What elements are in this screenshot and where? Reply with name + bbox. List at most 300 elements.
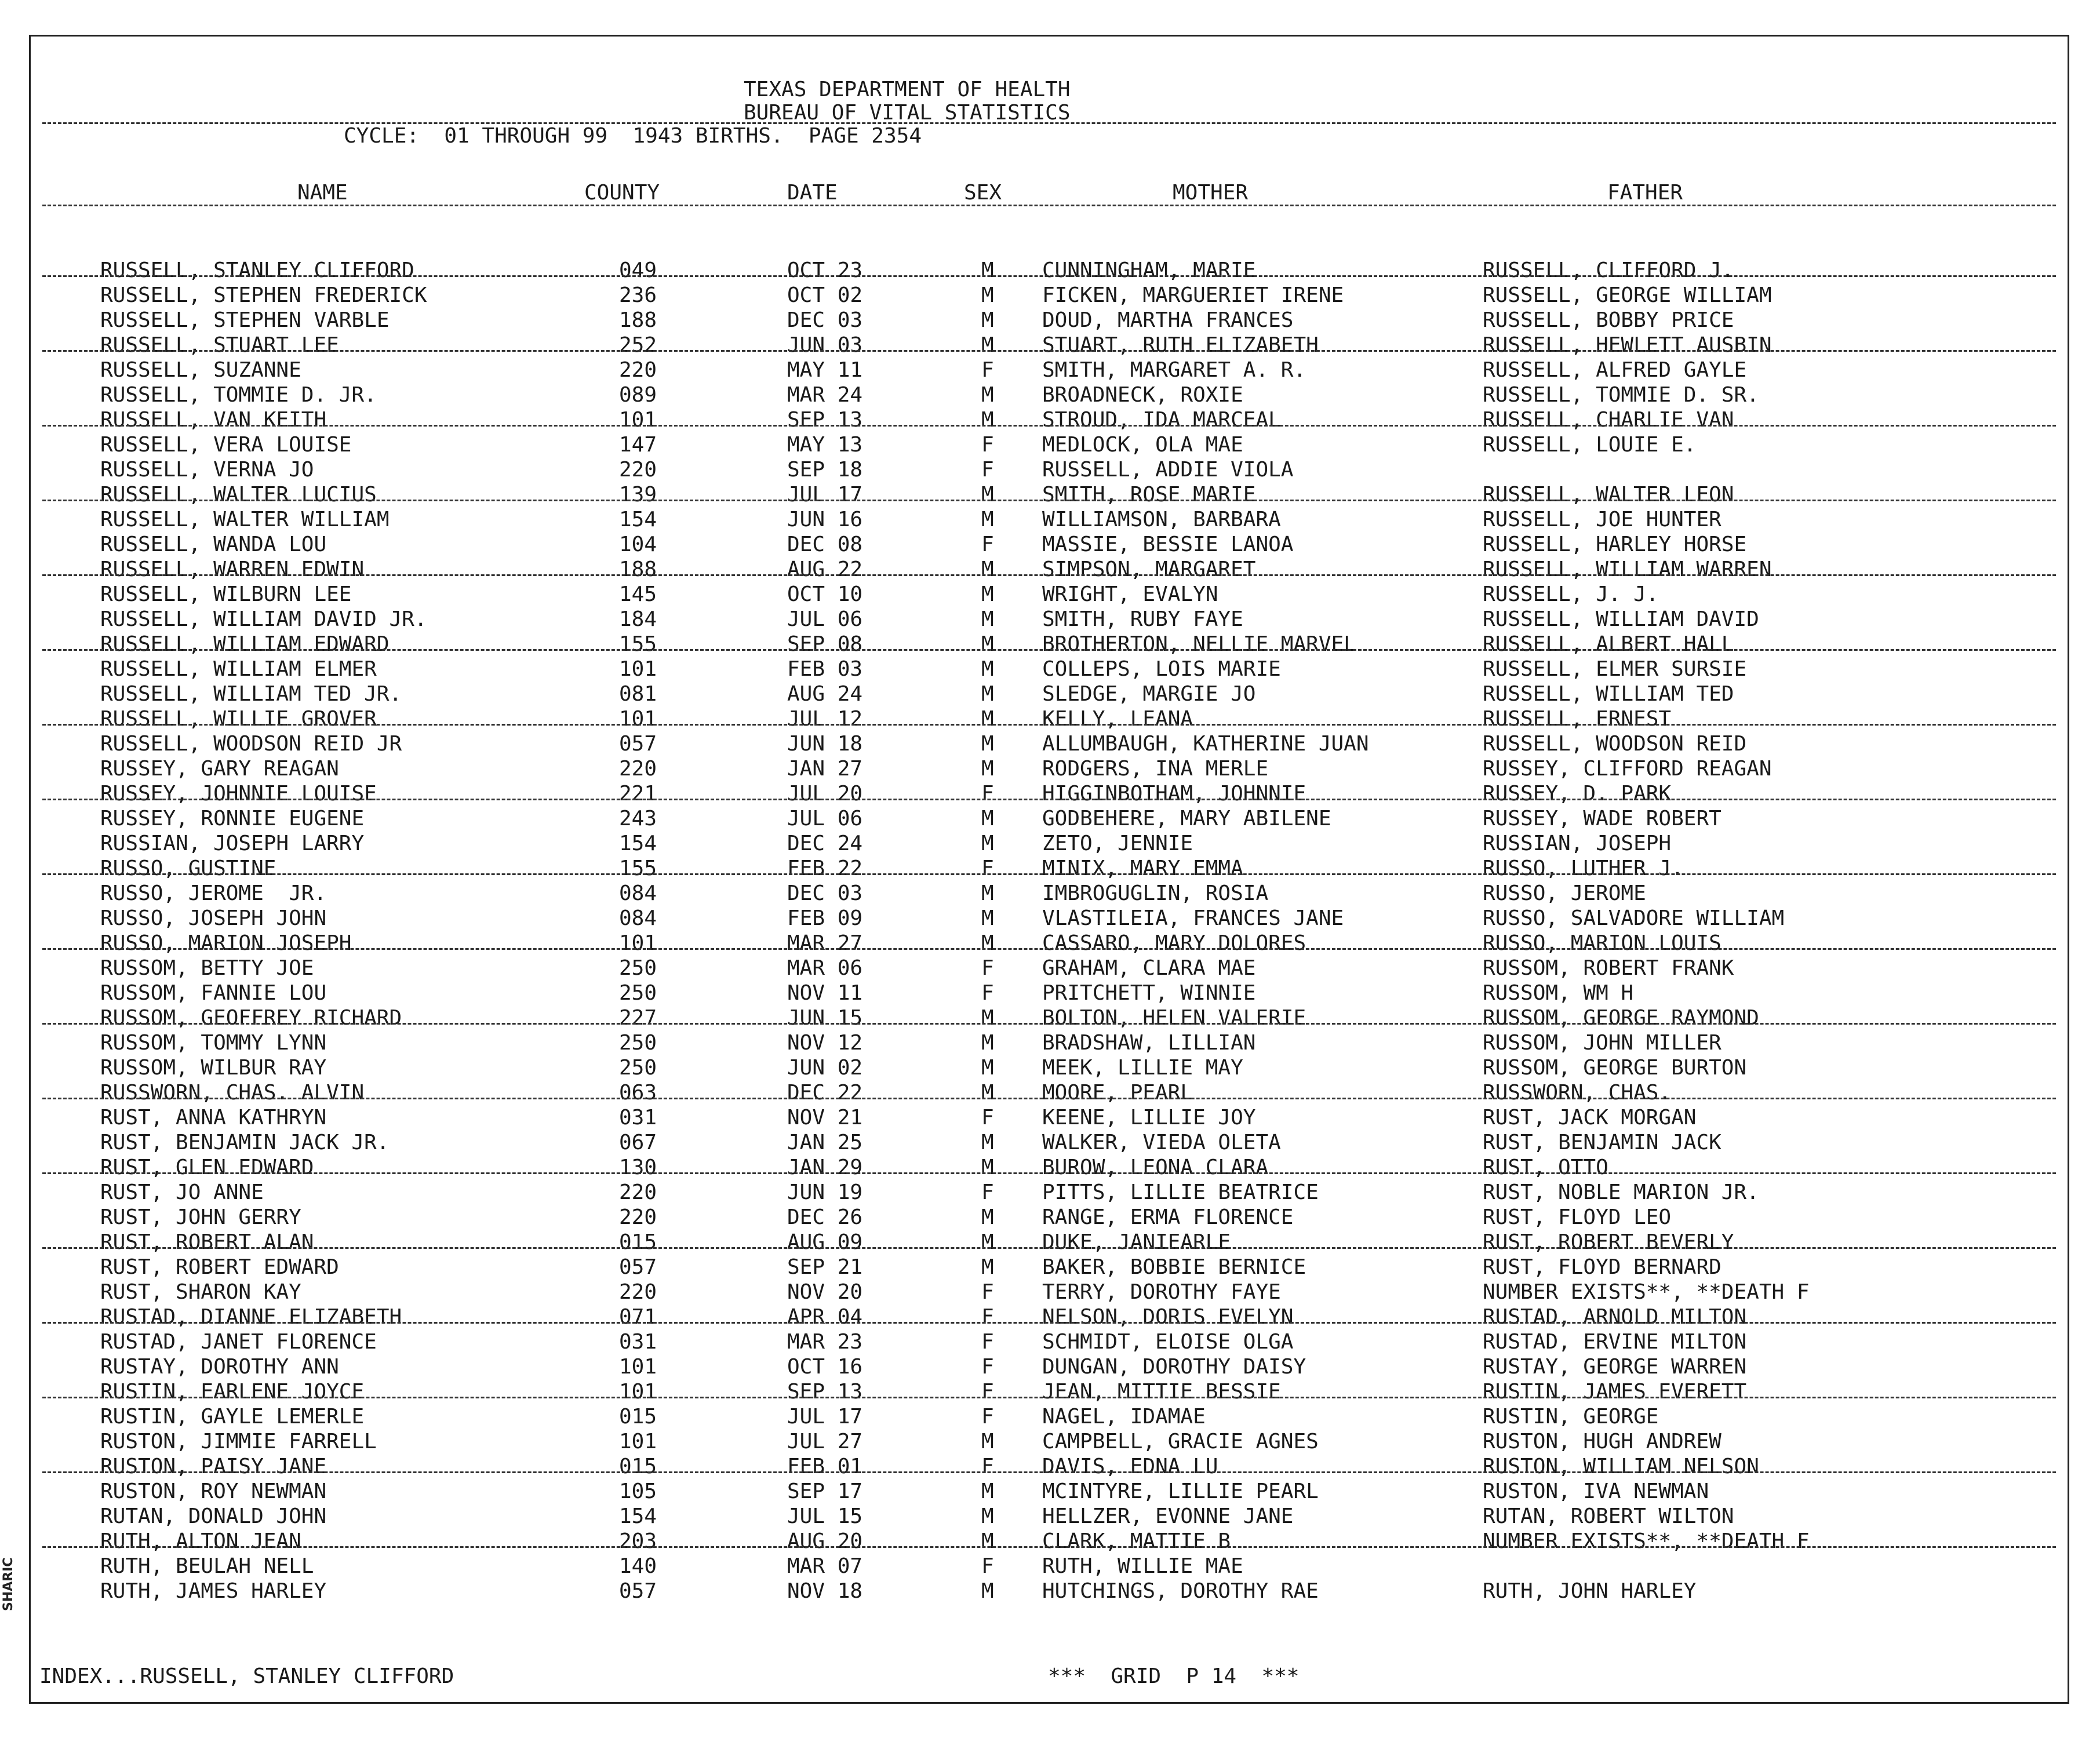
cell-sex: M [981, 1529, 994, 1553]
cell-father: RUSSELL, WILLIAM DAVID [1483, 607, 1759, 631]
cell-father: RUSSELL, ALBERT HALL [1483, 632, 1734, 656]
cell-county: 101 [619, 1355, 657, 1379]
cell-date: MAR 24 [787, 383, 863, 407]
cell-sex: M [981, 283, 994, 307]
cell-date: JUL 15 [787, 1504, 863, 1528]
cell-date: JUL 17 [787, 483, 863, 507]
cell-father: RUSSO, SALVADORE WILLIAM [1483, 906, 1785, 930]
cell-mother: BROTHERTON, NELLIE MARVEL [1042, 632, 1356, 656]
cell-mother: GRAHAM, CLARA MAE [1042, 956, 1256, 980]
table-row [31, 382, 2068, 407]
cell-name: RUSSELL, WANDA LOU [100, 533, 327, 556]
cell-date: OCT 23 [787, 258, 863, 282]
cell-sex: M [981, 1156, 994, 1179]
cell-date: DEC 08 [787, 533, 863, 556]
cell-county: 236 [619, 283, 657, 307]
cell-father: RUSSELL, WILLIAM WARREN [1483, 558, 1772, 581]
cell-father: RUSTON, IVA NEWMAN [1483, 1480, 1709, 1503]
column-header-county: COUNTY [584, 181, 660, 205]
cell-mother: RODGERS, INA MERLE [1042, 757, 1269, 781]
cell-name: RUSTON, ROY NEWMAN [100, 1480, 327, 1503]
row-divider [42, 1098, 2056, 1099]
cell-sex: M [981, 1579, 994, 1603]
cell-mother: CUNNINGHAM, MARIE [1042, 258, 1256, 282]
cell-date: JUN 15 [787, 1006, 863, 1030]
cell-name: RUSTAY, DOROTHY ANN [100, 1355, 339, 1379]
cell-father: RUSSIAN, JOSEPH [1483, 832, 1672, 855]
cell-mother: MASSIE, BESSIE LANOA [1042, 533, 1294, 556]
cell-date: SEP 21 [787, 1255, 863, 1279]
cell-date: AUG 22 [787, 558, 863, 581]
cell-date: NOV 18 [787, 1579, 863, 1603]
cell-name: RUSTON, PAISY JANE [100, 1455, 327, 1478]
cell-mother: MINIX, MARY EMMA [1042, 857, 1243, 880]
row-divider [42, 1322, 2056, 1324]
cell-county: 063 [619, 1081, 657, 1105]
row-divider [42, 1247, 2056, 1249]
cell-mother: SMITH, RUBY FAYE [1042, 607, 1243, 631]
table-row [31, 1005, 2068, 1030]
cell-mother: BOLTON, HELEN VALERIE [1042, 1006, 1306, 1030]
table-row [31, 682, 2068, 706]
cell-sex: F [981, 458, 994, 482]
cell-name: RUSSOM, TOMMY LYNN [100, 1031, 327, 1055]
record-list [31, 258, 2068, 1604]
cell-county: 252 [619, 333, 657, 357]
column-header-sex: SEX [964, 181, 1002, 205]
cell-sex: F [981, 782, 994, 806]
cell-sex: M [981, 1255, 994, 1279]
cell-father: RUST, BENJAMIN JACK [1483, 1131, 1722, 1154]
cell-mother: PRITCHETT, WINNIE [1042, 981, 1256, 1005]
row-divider [42, 1172, 2056, 1174]
cell-name: RUSSELL, WILLIAM DAVID JR. [100, 607, 427, 631]
table-row [31, 931, 2068, 956]
cell-sex: M [981, 832, 994, 855]
bureau-title: BUREAU OF VITAL STATISTICS [744, 101, 1071, 125]
cell-county: 250 [619, 1056, 657, 1080]
cell-father: RUSSELL, ALFRED GAYLE [1483, 358, 1747, 382]
cell-date: NOV 12 [787, 1031, 863, 1055]
table-row [31, 1230, 2068, 1255]
cell-date: MAR 06 [787, 956, 863, 980]
cell-name: RUST, ROBERT EDWARD [100, 1255, 339, 1279]
cell-mother: ALLUMBAUGH, KATHERINE JUAN [1042, 732, 1369, 756]
table-row [31, 781, 2068, 806]
cell-sex: M [981, 881, 994, 905]
cell-father: NUMBER EXISTS**, **DEATH F [1483, 1280, 1810, 1304]
cell-county: 101 [619, 657, 657, 681]
cell-mother: STUART, RUTH ELIZABETH [1042, 333, 1319, 357]
cell-county: 101 [619, 931, 657, 955]
cell-mother: FICKEN, MARGUERIET IRENE [1042, 283, 1344, 307]
cell-name: RUSTAD, DIANNE ELIZABETH [100, 1305, 402, 1329]
cell-name: RUSSOM, FANNIE LOU [100, 981, 327, 1005]
table-row [31, 632, 2068, 657]
cell-county: 154 [619, 1504, 657, 1528]
cell-county: 071 [619, 1305, 657, 1329]
cell-date: DEC 26 [787, 1205, 863, 1229]
cell-sex: F [981, 533, 994, 556]
table-row [31, 358, 2068, 382]
cell-sex: F [981, 1355, 994, 1379]
cell-mother: WALKER, VIEDA OLETA [1042, 1131, 1281, 1154]
cell-father: RUSSELL, LOUIE E. [1483, 433, 1697, 457]
cell-sex: F [981, 1405, 994, 1429]
cell-county: 147 [619, 433, 657, 457]
cell-mother: SMITH, MARGARET A. R. [1042, 358, 1306, 382]
column-header-father: FATHER [1607, 181, 1683, 205]
cell-father: RUSTIN, JAMES EVERETT [1483, 1380, 1747, 1404]
table-row [31, 1155, 2068, 1180]
cell-name: RUSSELL, VERA LOUISE [100, 433, 352, 457]
cell-sex: M [981, 607, 994, 631]
cell-name: RUTH, JAMES HARLEY [100, 1579, 327, 1603]
cell-mother: MEDLOCK, OLA MAE [1042, 433, 1243, 457]
cell-date: DEC 03 [787, 308, 863, 332]
row-divider [42, 1023, 2056, 1025]
cell-father: RUSSEY, CLIFFORD REAGAN [1483, 757, 1772, 781]
cell-sex: F [981, 956, 994, 980]
cell-county: 155 [619, 632, 657, 656]
cell-sex: F [981, 1305, 994, 1329]
table-row [31, 1205, 2068, 1230]
cell-county: 057 [619, 1255, 657, 1279]
cell-name: RUTH, ALTON JEAN [100, 1529, 301, 1553]
table-row [31, 731, 2068, 756]
cell-father: RUSSOM, WM H [1483, 981, 1634, 1005]
cell-father: RUSSOM, GEORGE RAYMOND [1483, 1006, 1759, 1030]
cell-name: RUSSELL, WILLIAM TED JR. [100, 682, 402, 706]
cell-date: JUL 27 [787, 1430, 863, 1453]
cell-sex: M [981, 632, 994, 656]
cell-father: RUSSEY, WADE ROBERT [1483, 807, 1722, 830]
cell-mother: NELSON, DORIS EVELYN [1042, 1305, 1294, 1329]
cell-mother: BUROW, LEONA CLARA [1042, 1156, 1269, 1179]
cell-name: RUSSELL, WALTER WILLIAM [100, 508, 390, 531]
cell-date: NOV 11 [787, 981, 863, 1005]
cell-county: 188 [619, 558, 657, 581]
cell-date: MAY 13 [787, 433, 863, 457]
cell-mother: BRADSHAW, LILLIAN [1042, 1031, 1256, 1055]
cell-sex: M [981, 408, 994, 432]
cell-county: 031 [619, 1106, 657, 1129]
cell-mother: RUTH, WILLIE MAE [1042, 1554, 1243, 1578]
cell-father: RUSSELL, WALTER LEON [1483, 483, 1734, 507]
cell-father: RUSTON, WILLIAM NELSON [1483, 1455, 1759, 1478]
cell-name: RUSTIN, GAYLE LEMERLE [100, 1405, 365, 1429]
column-header-name: NAME [297, 181, 348, 205]
table-row [31, 1080, 2068, 1105]
table-row [31, 1579, 2068, 1604]
cell-mother: STROUD, IDA MARCEAL [1042, 408, 1281, 432]
cell-sex: M [981, 1504, 994, 1528]
cell-sex: M [981, 1230, 994, 1254]
cell-sex: M [981, 1006, 994, 1030]
cell-name: RUSSIAN, JOSEPH LARRY [100, 832, 365, 855]
cell-date: FEB 09 [787, 906, 863, 930]
cell-name: RUSSELL, WILLIE GROVER [100, 707, 377, 731]
cell-county: 015 [619, 1230, 657, 1254]
cell-name: RUSSOM, BETTY JOE [100, 956, 314, 980]
cell-county: 220 [619, 358, 657, 382]
table-row [31, 582, 2068, 607]
cell-mother: NAGEL, IDAMAE [1042, 1405, 1206, 1429]
cell-mother: GODBEHERE, MARY ABILENE [1042, 807, 1331, 830]
cell-county: 084 [619, 881, 657, 905]
cell-date: OCT 16 [787, 1355, 863, 1379]
cell-mother: MEEK, LILLIE MAY [1042, 1056, 1243, 1080]
cell-mother: SMITH, ROSE MARIE [1042, 483, 1256, 507]
cell-name: RUSSELL, STANLEY CLIFFORD [100, 258, 414, 282]
table-row [31, 1479, 2068, 1504]
cell-date: JAN 29 [787, 1156, 863, 1179]
cell-name: RUST, BENJAMIN JACK JR. [100, 1131, 390, 1154]
cell-date: SEP 13 [787, 1380, 863, 1404]
cell-county: 243 [619, 807, 657, 830]
index-footer: INDEX...RUSSELL, STANLEY CLIFFORD [39, 1664, 454, 1688]
cell-county: 130 [619, 1156, 657, 1179]
cell-mother: JEAN, MITTIE BESSIE [1042, 1380, 1281, 1404]
cell-name: RUSSELL, VERNA JO [100, 458, 314, 482]
cell-county: 104 [619, 533, 657, 556]
cell-date: JAN 25 [787, 1131, 863, 1154]
cell-name: RUSSEY, JOHNNIE LOUISE [100, 782, 377, 806]
cell-name: RUSSEY, RONNIE EUGENE [100, 807, 365, 830]
side-label: SHARIC [1, 1557, 16, 1611]
cell-date: FEB 22 [787, 857, 863, 880]
cell-county: 101 [619, 408, 657, 432]
cell-mother: PITTS, LILLIE BEATRICE [1042, 1180, 1319, 1204]
cell-sex: M [981, 1031, 994, 1055]
cell-name: RUSSELL, WILLIAM EDWARD [100, 632, 390, 656]
table-row [31, 856, 2068, 881]
cell-father: RUSSEY, D. PARK [1483, 782, 1672, 806]
cell-father: RUST, FLOYD LEO [1483, 1205, 1672, 1229]
column-header-divider [42, 205, 2056, 206]
table-row [31, 407, 2068, 432]
cell-sex: M [981, 558, 994, 581]
cell-father: RUSSELL, CLIFFORD J. [1483, 258, 1734, 282]
cell-name: RUST, ROBERT ALAN [100, 1230, 314, 1254]
row-divider [42, 1471, 2056, 1473]
cell-father: RUTH, JOHN HARLEY [1483, 1579, 1697, 1603]
cell-father: RUSSOM, JOHN MILLER [1483, 1031, 1722, 1055]
cell-name: RUSSELL, WALTER LUCIUS [100, 483, 377, 507]
cell-mother: KEENE, LILLIE JOY [1042, 1106, 1256, 1129]
cell-name: RUSSO, GUSTINE [100, 857, 276, 880]
cell-mother: BAKER, BOBBIE BERNICE [1042, 1255, 1306, 1279]
cell-father: RUSSELL, HEWLETT AUSBIN [1483, 333, 1772, 357]
cell-father: RUST, JACK MORGAN [1483, 1106, 1697, 1129]
cell-name: RUSSELL, STEPHEN VARBLE [100, 308, 390, 332]
table-row [31, 1379, 2068, 1404]
cell-name: RUSSELL, VAN KEITH [100, 408, 327, 432]
cell-date: JUL 06 [787, 807, 863, 830]
cell-mother: BROADNECK, ROXIE [1042, 383, 1243, 407]
column-header-mother: MOTHER [1173, 181, 1249, 205]
cell-county: 145 [619, 582, 657, 606]
cell-county: 227 [619, 1006, 657, 1030]
cell-name: RUSSELL, SUZANNE [100, 358, 301, 382]
cell-father: RUSTAD, ARNOLD MILTON [1483, 1305, 1747, 1329]
cell-county: 220 [619, 1205, 657, 1229]
cell-sex: F [981, 1455, 994, 1478]
cell-county: 015 [619, 1455, 657, 1478]
cell-date: SEP 08 [787, 632, 863, 656]
cell-name: RUSSELL, WILBURN LEE [100, 582, 352, 606]
cell-mother: HELLZER, EVONNE JANE [1042, 1504, 1294, 1528]
cell-father: NUMBER EXISTS**, **DEATH F [1483, 1529, 1810, 1553]
cell-sex: M [981, 258, 994, 282]
cell-date: JUL 06 [787, 607, 863, 631]
cell-father: RUSSELL, ERNEST [1483, 707, 1672, 731]
cell-father: RUSSELL, BOBBY PRICE [1483, 308, 1734, 332]
cell-name: RUST, SHARON KAY [100, 1280, 301, 1304]
table-row [31, 1404, 2068, 1429]
row-divider [42, 1546, 2056, 1548]
cell-father: RUSSO, LUTHER J. [1483, 857, 1684, 880]
cell-mother: CLARK, MATTIE B [1042, 1529, 1231, 1553]
cell-mother: MOORE, PEARL [1042, 1081, 1193, 1105]
cell-sex: F [981, 1106, 994, 1129]
cell-father: RUSTIN, GEORGE [1483, 1405, 1659, 1429]
cell-sex: M [981, 657, 994, 681]
cell-name: RUSSO, MARION JOSEPH [100, 931, 352, 955]
cell-sex: F [981, 1280, 994, 1304]
cell-sex: M [981, 582, 994, 606]
cell-name: RUSTAD, JANET FLORENCE [100, 1330, 377, 1354]
cell-sex: M [981, 383, 994, 407]
cell-sex: M [981, 732, 994, 756]
cell-sex: M [981, 757, 994, 781]
cell-date: MAR 27 [787, 931, 863, 955]
cell-county: 155 [619, 857, 657, 880]
table-row [31, 557, 2068, 582]
cell-sex: F [981, 1380, 994, 1404]
table-row [31, 258, 2068, 283]
cell-county: 139 [619, 483, 657, 507]
table-row [31, 432, 2068, 457]
cycle-line: CYCLE: 01 THROUGH 99 1943 BIRTHS. PAGE 2354 [344, 124, 922, 148]
table-row [31, 1554, 2068, 1579]
row-divider [42, 350, 2056, 352]
cell-date: JUN 03 [787, 333, 863, 357]
cell-mother: RANGE, ERMA FLORENCE [1042, 1205, 1294, 1229]
table-row [31, 507, 2068, 532]
cell-county: 221 [619, 782, 657, 806]
cell-sex: M [981, 308, 994, 332]
cell-sex: M [981, 1081, 994, 1105]
cell-name: RUTH, BEULAH NELL [100, 1554, 314, 1578]
cell-date: JUN 18 [787, 732, 863, 756]
cell-date: MAR 07 [787, 1554, 863, 1578]
cell-mother: KELLY, LEANA [1042, 707, 1193, 731]
table-row [31, 1329, 2068, 1354]
cell-father: RUSSELL, WILLIAM TED [1483, 682, 1734, 706]
table-row [31, 1429, 2068, 1454]
cell-county: 154 [619, 508, 657, 531]
cell-date: FEB 01 [787, 1455, 863, 1478]
cell-date: JUN 19 [787, 1180, 863, 1204]
cell-date: DEC 22 [787, 1081, 863, 1105]
cell-name: RUSSOM, GEOFFREY RICHARD [100, 1006, 402, 1030]
cell-date: DEC 03 [787, 881, 863, 905]
cell-father: RUST, OTTO [1483, 1156, 1608, 1179]
table-row [31, 881, 2068, 906]
cell-county: 154 [619, 832, 657, 855]
cell-mother: CAMPBELL, GRACIE AGNES [1042, 1430, 1319, 1453]
table-row [31, 1504, 2068, 1529]
table-row [31, 831, 2068, 856]
cell-father: RUSSOM, ROBERT FRANK [1483, 956, 1734, 980]
table-row [31, 482, 2068, 507]
row-divider [42, 500, 2056, 501]
cell-date: OCT 02 [787, 283, 863, 307]
cell-county: 220 [619, 757, 657, 781]
cell-date: DEC 24 [787, 832, 863, 855]
cell-sex: M [981, 508, 994, 531]
cell-date: AUG 24 [787, 682, 863, 706]
cell-date: JAN 27 [787, 757, 863, 781]
cell-name: RUSSO, JEROME JR. [100, 881, 327, 905]
row-divider [42, 724, 2056, 726]
cell-date: JUN 02 [787, 1056, 863, 1080]
cell-mother: HUTCHINGS, DOROTHY RAE [1042, 1579, 1319, 1603]
cell-name: RUSSEY, GARY REAGAN [100, 757, 339, 781]
table-row [31, 1180, 2068, 1205]
cell-county: 220 [619, 1280, 657, 1304]
cell-county: 140 [619, 1554, 657, 1578]
table-row [31, 1105, 2068, 1130]
cell-name: RUST, GLEN EDWARD [100, 1156, 314, 1179]
table-row [31, 1454, 2068, 1479]
cell-name: RUSSWORN, CHAS. ALVIN [100, 1081, 365, 1105]
cell-father: RUSSELL, JOE HUNTER [1483, 508, 1722, 531]
cell-county: 081 [619, 682, 657, 706]
cell-name: RUSSO, JOSEPH JOHN [100, 906, 327, 930]
table-row [31, 532, 2068, 557]
cell-father: RUSSELL, HARLEY HORSE [1483, 533, 1747, 556]
cell-sex: M [981, 1430, 994, 1453]
cell-name: RUST, ANNA KATHRYN [100, 1106, 327, 1129]
cell-name: RUST, JO ANNE [100, 1180, 264, 1204]
cell-sex: F [981, 1180, 994, 1204]
cell-county: 057 [619, 732, 657, 756]
cell-father: RUST, FLOYD BERNARD [1483, 1255, 1722, 1279]
cell-sex: M [981, 1205, 994, 1229]
cell-mother: WRIGHT, EVALYN [1042, 582, 1218, 606]
row-divider [42, 425, 2056, 427]
cell-name: RUSSOM, WILBUR RAY [100, 1056, 327, 1080]
cell-date: FEB 03 [787, 657, 863, 681]
cell-date: APR 04 [787, 1305, 863, 1329]
cell-mother: SLEDGE, MARGIE JO [1042, 682, 1256, 706]
table-row [31, 756, 2068, 781]
table-row [31, 956, 2068, 981]
cell-county: 250 [619, 956, 657, 980]
cell-county: 220 [619, 458, 657, 482]
cell-mother: DAVIS, EDNA LU [1042, 1455, 1218, 1478]
cell-mother: COLLEPS, LOIS MARIE [1042, 657, 1281, 681]
column-header-date: DATE [787, 181, 838, 205]
cell-date: SEP 18 [787, 458, 863, 482]
table-row [31, 1305, 2068, 1329]
cell-date: AUG 09 [787, 1230, 863, 1254]
cell-father: RUSTAD, ERVINE MILTON [1483, 1330, 1747, 1354]
cell-mother: WILLIAMSON, BARBARA [1042, 508, 1281, 531]
cell-mother: DUKE, JANIEARLE [1042, 1230, 1231, 1254]
